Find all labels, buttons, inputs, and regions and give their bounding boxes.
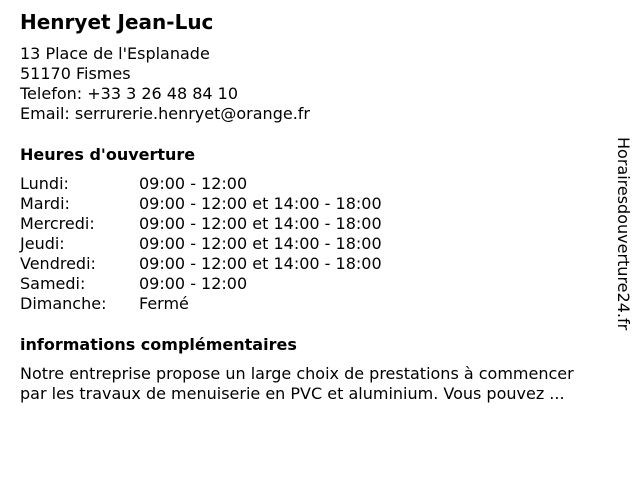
- time-value: Fermé: [139, 294, 189, 313]
- day-label: Mercredi:: [20, 214, 95, 233]
- description-line-2: par les travaux de menuiserie en PVC et aluminium. Vous pouvez ...: [20, 384, 565, 403]
- info-heading: informations complémentaires: [20, 335, 297, 354]
- day-label: Lundi:: [20, 174, 69, 193]
- time-value: 09:00 - 12:00 et 14:00 - 18:00: [139, 214, 382, 233]
- time-value: 09:00 - 12:00 et 14:00 - 18:00: [139, 254, 382, 273]
- info-description: [20, 364, 630, 404]
- watermark-container: [613, 137, 635, 343]
- day-label: Mardi:: [20, 194, 70, 213]
- email-address: Email: serrurerie.henryet@orange.fr: [20, 104, 310, 123]
- hours-heading: Heures d'ouverture: [20, 145, 196, 164]
- street-address: 13 Place de l'Esplanade: [20, 44, 210, 63]
- day-label: Vendredi:: [20, 254, 96, 273]
- time-value: 09:00 - 12:00 et 14:00 - 18:00: [139, 234, 382, 253]
- day-label: Jeudi:: [20, 234, 65, 253]
- site-watermark: Horairesdouverture24.fr: [614, 137, 633, 331]
- business-name: Henryet Jean-Luc: [20, 10, 214, 34]
- description-line-1: Notre entreprise propose un large choix de prestations à commencer: [20, 364, 574, 383]
- day-label: Samedi:: [20, 274, 86, 293]
- contact-block: [20, 44, 310, 124]
- time-value: 09:00 - 12:00: [139, 174, 248, 193]
- time-value: 09:00 - 12:00 et 14:00 - 18:00: [139, 194, 382, 213]
- time-value: 09:00 - 12:00: [139, 274, 248, 293]
- city-postal: 51170 Fismes: [20, 64, 131, 83]
- day-label: Dimanche:: [20, 294, 107, 313]
- phone-number: Telefon: +33 3 26 48 84 10: [20, 84, 239, 103]
